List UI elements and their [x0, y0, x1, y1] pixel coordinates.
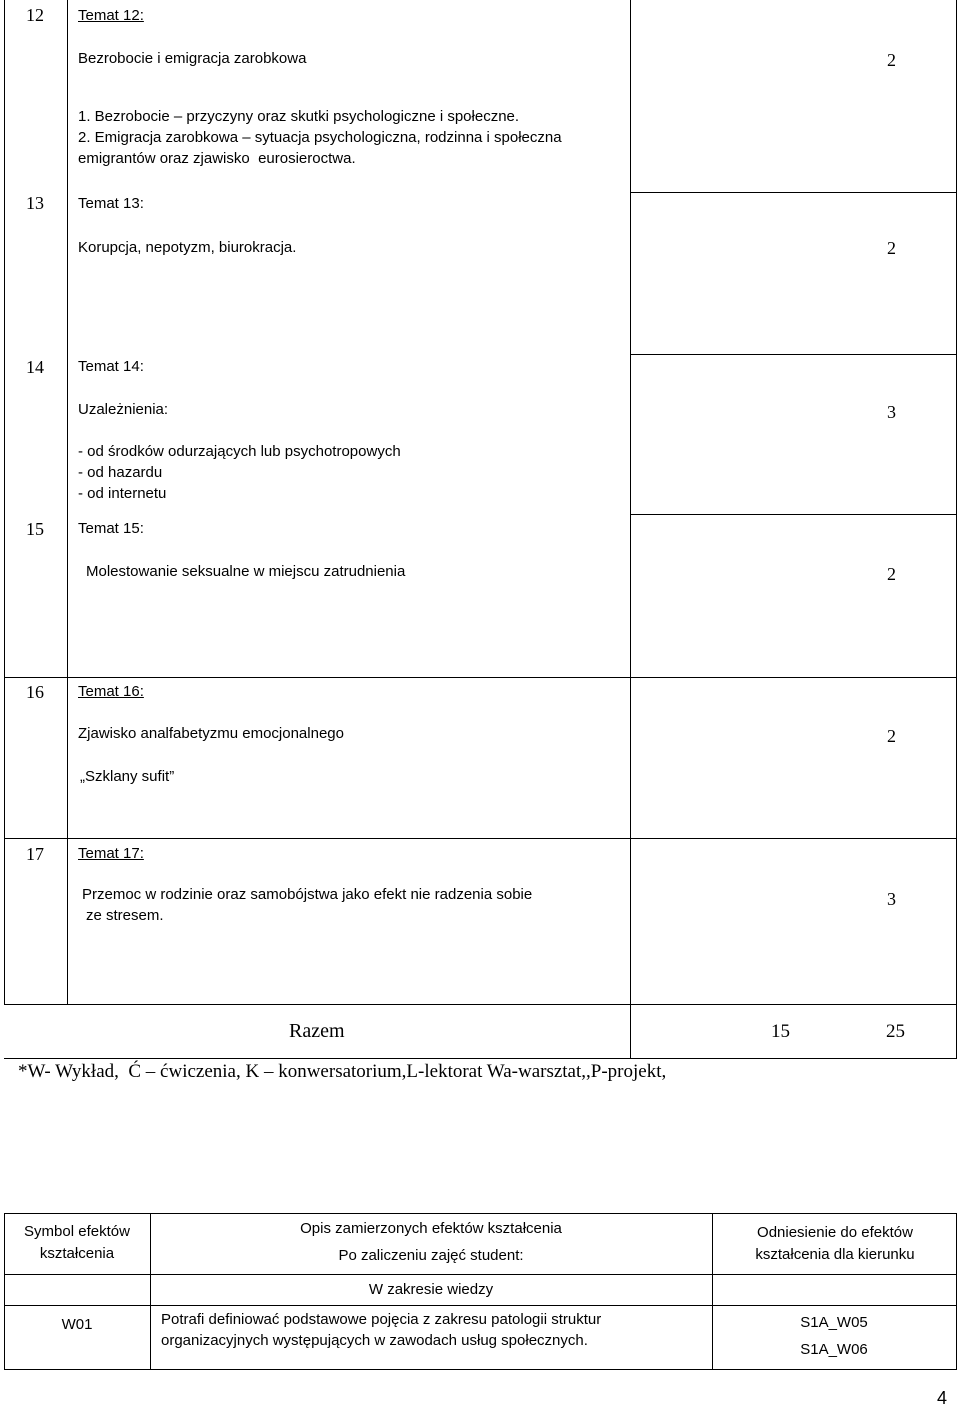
topic-title: Temat 17: [78, 845, 144, 862]
topic-point: emigrantów oraz zjawisko eurosieroctwa. [78, 150, 356, 167]
topic-subtitle: Uzależnienia: [78, 401, 169, 418]
page-number: 4 [937, 1388, 948, 1408]
topic-point: - od internetu [78, 485, 167, 502]
topic-hours: 2 [887, 238, 896, 258]
topic-point: 1. Bezrobocie – przyczyny oraz skutki psychologiczne i społeczne. [78, 108, 520, 125]
topic-number: 17 [26, 844, 44, 864]
legend-footnote: *W- Wykład, Ć – ćwiczenia, K – konwersatorium,L-lektorat Wa-warsztat,,P-projekt, [18, 1061, 667, 1082]
summary-label: Razem [289, 1020, 345, 1042]
header-reference: Odniesienie do efektów kształcenia dla kierunku [755, 1224, 915, 1263]
topic-title: Temat 13: [78, 195, 144, 212]
summary-value-2: 25 [886, 1021, 905, 1042]
topic-hours: 2 [887, 50, 896, 70]
topic-subtitle: Bezrobocie i emigracja zarobkowa [78, 50, 307, 67]
effect-symbol: W01 [61, 1316, 93, 1333]
topic-number: 14 [26, 357, 44, 377]
topic-hours: 2 [887, 564, 896, 584]
topic-point: 2. Emigracja zarobkowa – sytuacja psychologiczna, rodzinna i społeczna [78, 129, 562, 146]
section-label: W zakresie wiedzy [368, 1281, 494, 1298]
topic-hours: 3 [887, 889, 896, 909]
topic-number: 13 [26, 193, 44, 213]
header-symbol: Symbol efektów kształcenia [24, 1223, 130, 1262]
topic-title: Temat 12: [78, 7, 144, 24]
topic-subtitle: Molestowanie seksualne w miejscu zatrudnienia [86, 563, 406, 580]
topic-number: 15 [26, 519, 44, 539]
topic-subtitle: Przemoc w rodzinie oraz samobójstwa jako efekt nie radzenia sobie [82, 886, 533, 903]
topic-subtitle: Korupcja, nepotyzm, biurokracja. [78, 239, 297, 256]
topic-point: - od środków odurzających lub psychotropowych [78, 443, 401, 460]
topic-hours: 3 [887, 402, 896, 422]
effect-description: Potrafi definiować podstawowe pojęcia z zakresu patologii struktur organizacyjnych występujących w zawodach usług społecznych. [161, 1311, 602, 1349]
summary-value-1: 15 [771, 1021, 790, 1042]
header-description: Opis zamierzonych efektów kształcenia [300, 1220, 562, 1237]
topic-point: ze stresem. [86, 907, 164, 924]
effect-reference-2: S1A_W06 [800, 1341, 868, 1358]
topic-number: 12 [26, 5, 44, 25]
header-description-sub: Po zaliczeniu zajęć student: [338, 1247, 524, 1264]
topic-point: „Szklany sufit” [80, 768, 175, 785]
topic-number: 16 [26, 682, 44, 702]
topic-hours: 2 [887, 726, 896, 746]
topic-subtitle: Zjawisko analfabetyzmu emocjonalnego [78, 725, 344, 742]
topic-title: Temat 14: [78, 358, 144, 375]
topic-title: Temat 15: [78, 520, 144, 537]
topic-point: - od hazardu [78, 464, 163, 481]
topic-title: Temat 16: [78, 683, 144, 700]
effect-reference-1: S1A_W05 [800, 1314, 868, 1331]
